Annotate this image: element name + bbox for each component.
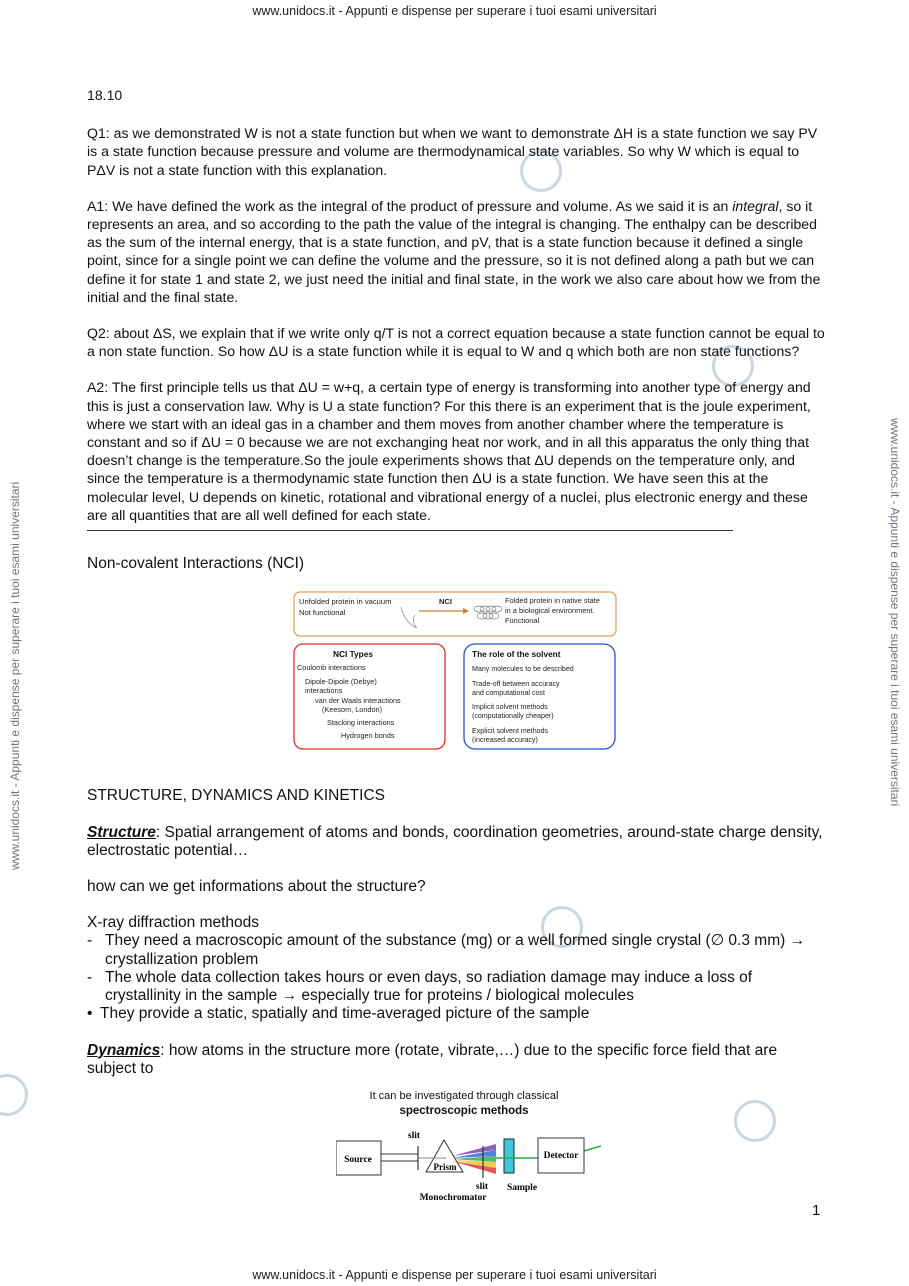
nci-left-label-2: Not functional [299,608,346,618]
solvent-item: Explicit solvent methods [472,727,549,736]
nci-right-label-2: in a biological environment. [505,606,595,616]
solvent-item: and computational cost [472,689,545,698]
nci-type-item: van der Waals interactions [315,696,401,706]
solvent-item: (computationally cheaper) [472,712,554,721]
sample-cell-icon [504,1139,514,1173]
solvent-item: Trade-off between accuracy [472,680,560,689]
dynamics-definition: Dynamics: how atoms in the structure more (rotate, vibrate,…) due to the specific force field that are subject to [87,1041,778,1077]
spectro-caption-1: It can be investigated through classical [369,1089,559,1102]
prism-label: Prism [433,1161,457,1172]
slit-bottom-label: slit [475,1181,489,1192]
structure-definition: Structure: Spatial arrangement of atoms and bonds, coordination geometries, around-state charge density, electrostatic potential… [87,823,823,859]
spectroscopy-figure [336,1086,825,1205]
nci-type-item: Coulomb interactions [297,663,366,673]
nci-figure [293,591,825,755]
nci-right-label-3: Functional [505,616,540,626]
xray-title: X-ray diffraction methods [87,914,260,932]
nci-arrow-label: NCI [439,597,452,607]
dynamics-term: Dynamics [87,1041,161,1059]
sdk-heading: STRUCTURE, DYNAMICS AND KINETICS [87,787,385,805]
page-number: 1 [812,1202,821,1219]
xray-list [87,932,825,1023]
question-2: Q2: about ΔS, we explain that if we write only q/T is not a correct equation because a state function cannot be equal to a non state function. So how ΔU is a state function while it is equal to W and q which both are non state functions? [87,325,825,360]
solvent-item: Many molecules to be described [472,665,574,674]
watermark-logo-icon [0,1074,28,1116]
nci-type-item: Stacking interactions [327,718,395,728]
nci-right-label-1: Folded protein in native state [505,596,600,606]
source-label: Source [344,1154,372,1165]
watermark-top: www.unidocs.it - Appunti e dispense per superare i tuoi esami universitari [252,4,657,18]
structure-term: Structure [87,823,156,841]
list-item: - The whole data collection takes hours or even days, so radiation damage may induce a loss of crystallinity in the sample → especially true for proteins / biological molecules [87,968,753,1005]
question-1: Q1: as we demonstrated W is not a state function but when we want to demonstrate ΔH is a state function we say PV is a state function because pressure and volume are thermodynamical state variables. So why W which is equal to PΔV is not a state function with this explanation. [87,125,818,178]
solvent-title: The role of the solvent [472,649,561,660]
watermark-left: www.unidocs.it - Appunti e dispense per superare i tuoi esami universitari [8,481,22,870]
sample-label: Sample [506,1182,538,1193]
list-item: - They need a macroscopic amount of the substance (mg) or a well formed single crystal (∅ 0.3 mm) → crystallization problem [87,932,806,968]
nci-heading: Non-covalent Interactions (NCI) [87,555,305,573]
nci-type-item: Hydrogen bonds [341,731,395,741]
solvent-item: (increased accuracy) [472,736,538,745]
watermark-bottom: www.unidocs.it - Appunti e dispense per superare i tuoi esami universitari [252,1268,657,1282]
slit-top-label: slit [407,1130,421,1141]
nci-type-item: (Keesom, London) [322,705,383,715]
list-item: • They provide a static, spatially and time-averaged picture of the sample [87,1005,590,1023]
structure-question: how can we get informations about the structure? [87,878,426,896]
monochromator-label: Monochromator [419,1192,487,1201]
spectro-caption-2: spectroscopic methods [399,1104,529,1117]
detector-label: Detector [543,1150,579,1161]
nci-type-item: interactions [305,686,343,696]
nci-left-label-1: Unfolded protein in vacuum [299,597,392,607]
solvent-item: Implicit solvent methods [472,703,548,712]
watermark-right: www.unidocs.it - Appunti e dispense per superare i tuoi esami universitari [888,418,902,807]
nci-types-title: NCI Types [333,649,373,660]
answer-2: A2: The first principle tells us that ΔU = w+q, a certain type of energy is transforming into another type of energy and this is just a conservation law. Why is U a state function? For this there is an experiment that is the joule experiment, where we start with an ideal gas in a chamber and them moves from another chamber where the temperature is constant and so if ΔU = 0 because we are not exchanging heat nor work, and in all this apparatus the only thing that doesn’t change is the temperature.So the joule experiments shows that ΔU depends on the temperature only, and since the temperature is a thermodynamic state function then ΔU is a state function. We have seen this at the molecular level, U depends on kinetic, rotational and vibrational energy of a nuclei, plus electronic energy and these are all quantities that are all well defined for each state. [87,379,811,523]
nci-type-item: Dipole-Dipole (Debye) [305,677,377,687]
lecture-date: 18.10 [87,87,123,103]
answer-1: A1: We have defined the work as the integral of the product of pressure and volume. As we said it is an integral, so it represents an area, and so according to the path the value of the integral is changing. The enthalpy can be described as the sum of the internal energy, that is a state function, and pV, that is a state function because it defined a single point, since for a single point we can define the volume and the pressure, so it is not defined along a path but we can define it for state 1 and state 2, we just need the initial and final state, in the work we also care about how we from the initial and the final state. [87,197,821,305]
document-body [87,86,825,1205]
